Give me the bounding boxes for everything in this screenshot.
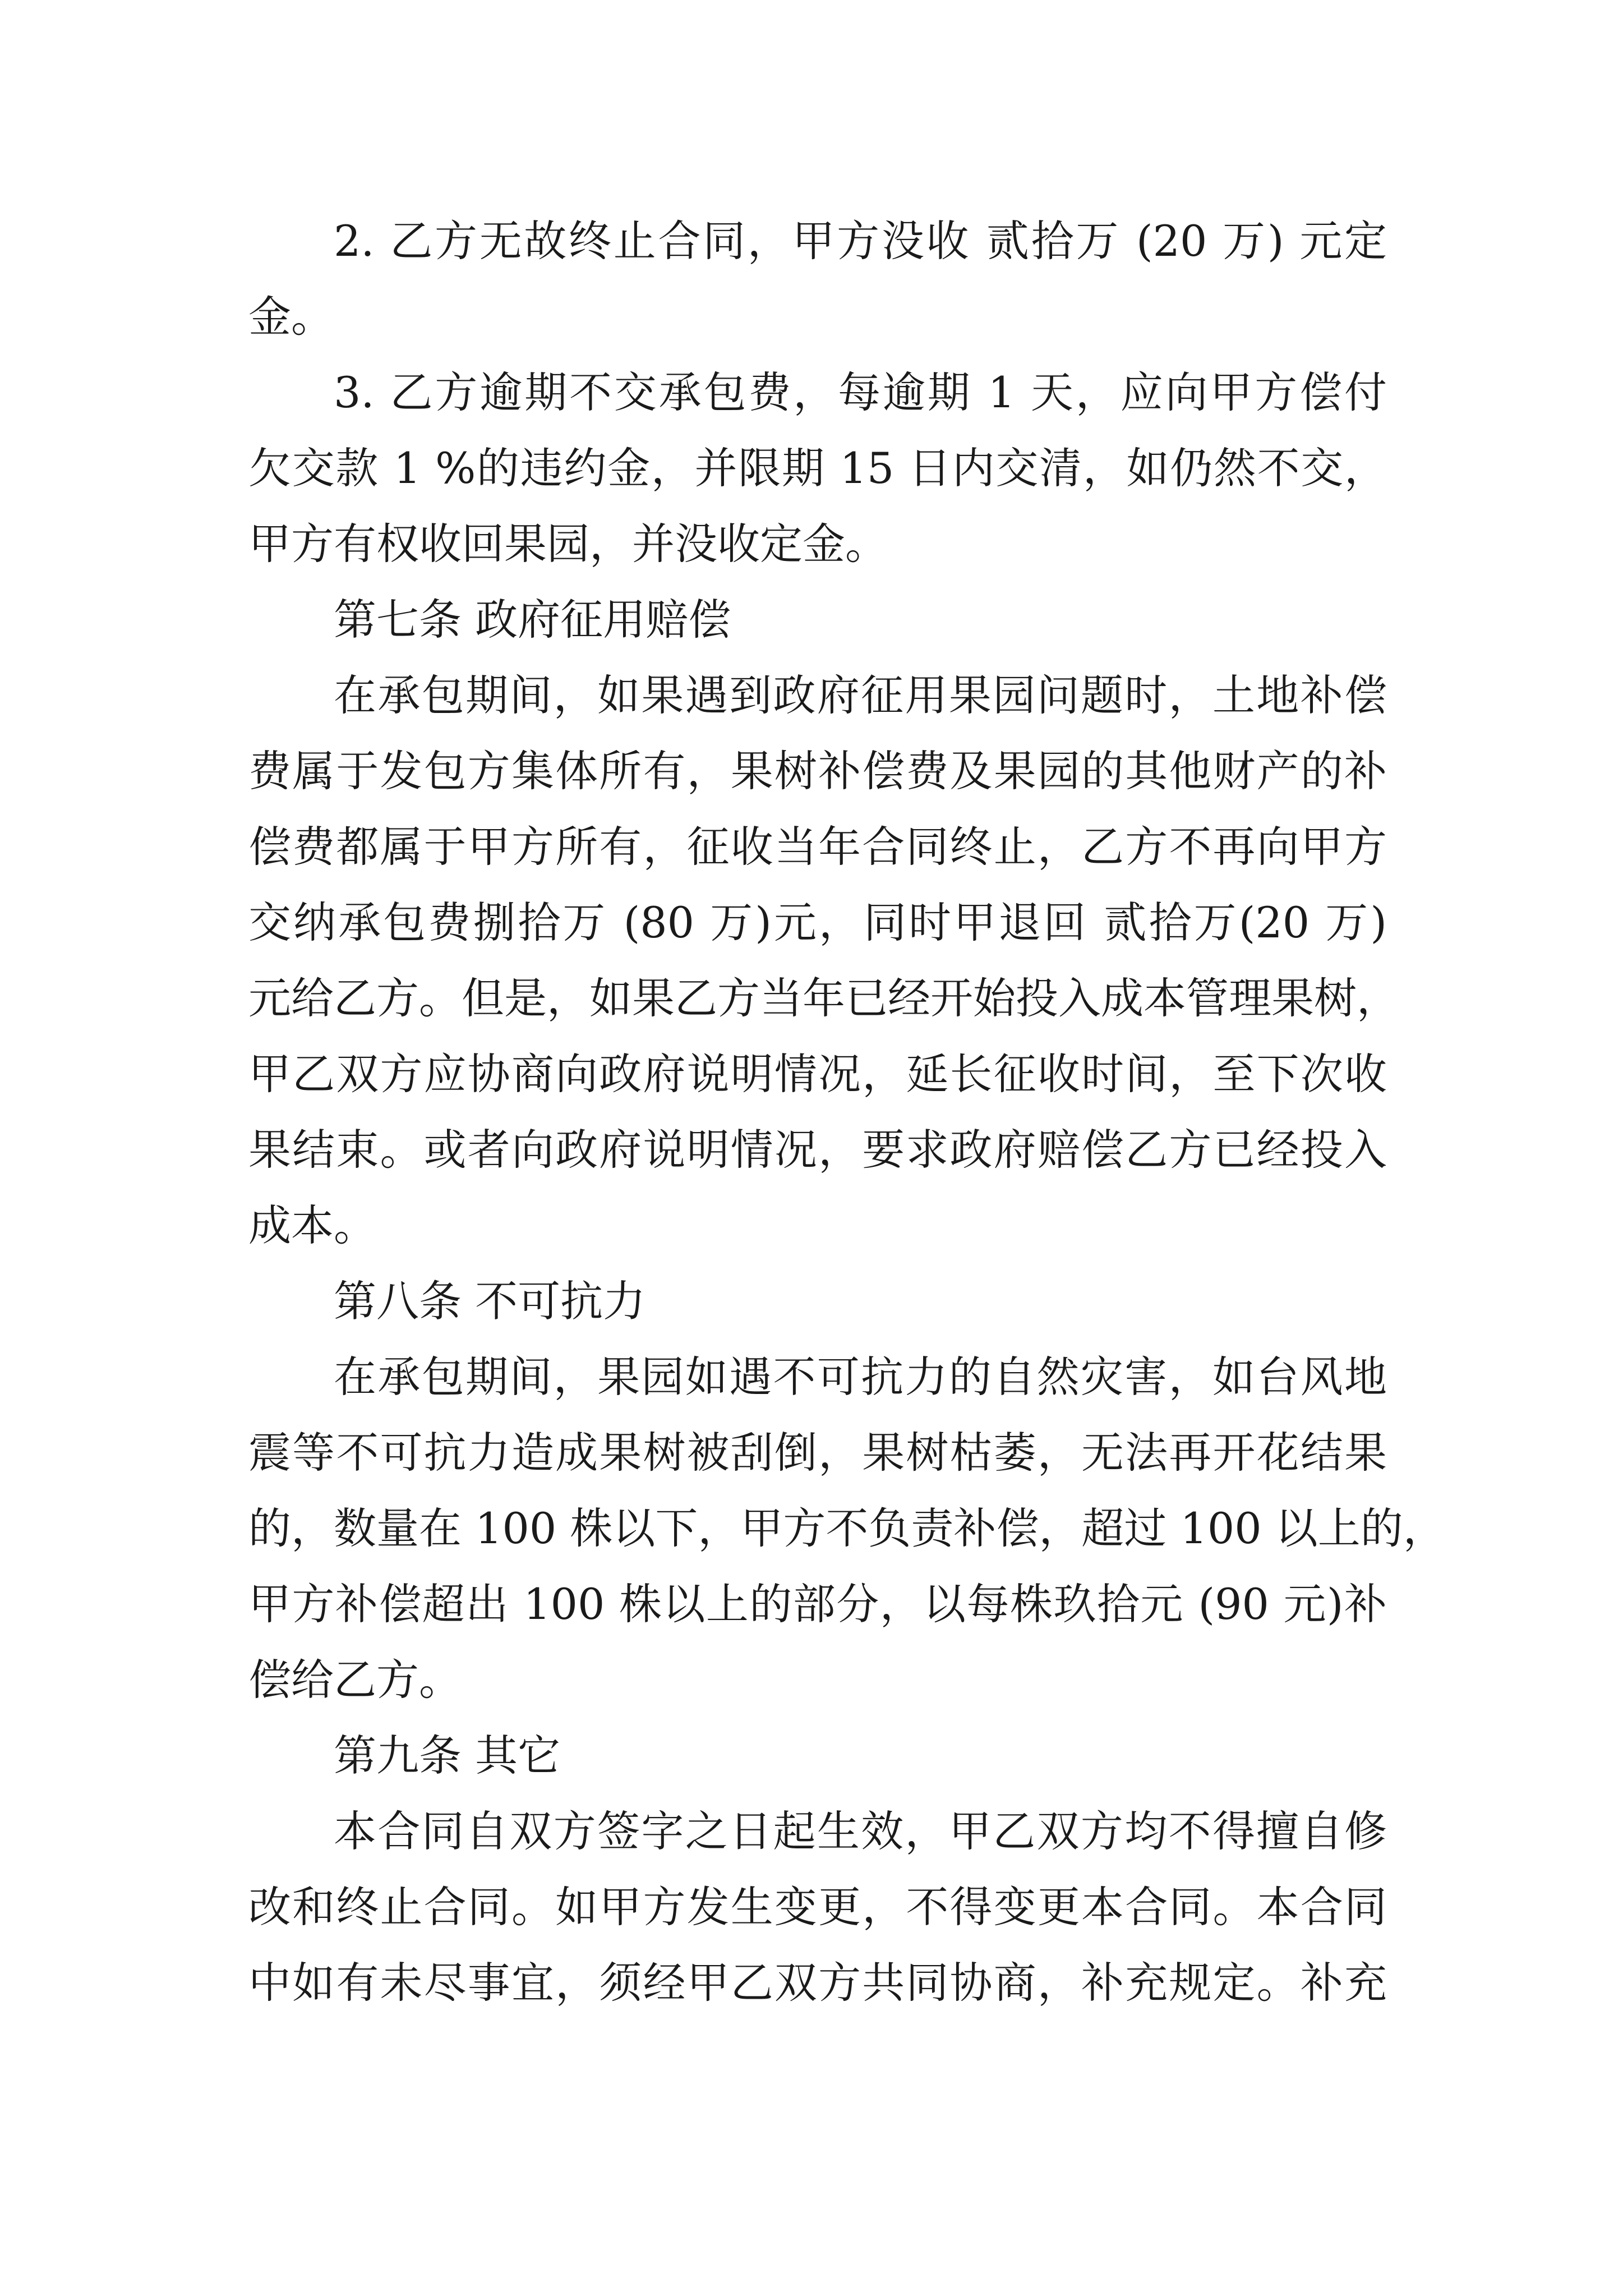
clause-8-line-3: 的，数量在 100 株以下，甲方不负责补偿，超过 100 以上的， bbox=[248, 1503, 1446, 1553]
clause-8-line-5: 偿给乙方。 bbox=[248, 1655, 462, 1705]
clause-7-line-4: 交纳承包费捌拾万 (80 万)元，同时甲退回 贰拾万(20 万) bbox=[248, 898, 1387, 947]
clause-7-line-7: 果结束。或者向政府说明情况，要求政府赔偿乙方已经投入 bbox=[248, 1125, 1387, 1175]
clause-9-line-2: 改和终止合同。如甲方发生变更，不得变更本合同。本合同 bbox=[248, 1882, 1387, 1932]
clause-7-line-5: 元给乙方。但是，如果乙方当年已经开始投入成本管理果树， bbox=[248, 973, 1399, 1023]
clause-6-item-2-line-1: 2. 乙方无故终止合同，甲方没收 贰拾万 (20 万) 元定 bbox=[334, 216, 1387, 266]
clause-8-heading: 第八条 不可抗力 bbox=[334, 1276, 646, 1326]
clause-9-line-3: 中如有未尽事宜，须经甲乙双方共同协商，补充规定。补充 bbox=[248, 1958, 1387, 2008]
clause-7-line-3: 偿费都属于甲方所有，征收当年合同终止，乙方不再向甲方 bbox=[248, 822, 1387, 872]
clause-7-line-8: 成本。 bbox=[248, 1200, 376, 1250]
clause-7-heading: 第七条 政府征用赔偿 bbox=[334, 595, 731, 645]
clause-8-line-4: 甲方补偿超出 100 株以上的部分，以每株玖拾元 (90 元)补 bbox=[248, 1579, 1387, 1629]
clause-7-line-1: 在承包期间，如果遇到政府征用果园问题时，土地补偿 bbox=[334, 670, 1387, 720]
clause-6-item-2-line-2: 金。 bbox=[248, 292, 334, 342]
clause-9-line-1: 本合同自双方签字之日起生效，甲乙双方均不得擅自修 bbox=[334, 1806, 1387, 1856]
clause-9-heading: 第九条 其它 bbox=[334, 1731, 561, 1780]
clause-6-item-3-line-3: 甲方有权收回果园，并没收定金。 bbox=[248, 519, 888, 569]
clause-7-line-6: 甲乙双方应协商向政府说明情况，延长征收时间，至下次收 bbox=[248, 1049, 1387, 1099]
clause-7-line-2: 费属于发包方集体所有，果树补偿费及果园的其他财产的补 bbox=[248, 746, 1387, 796]
clause-6-item-3-line-1: 3. 乙方逾期不交承包费，每逾期 1 天，应向甲方偿付 bbox=[334, 367, 1387, 417]
clause-6-item-3-line-2: 欠交款 1 %的违约金，并限期 15 日内交清，如仍然不交， bbox=[248, 443, 1387, 493]
clause-8-line-2: 震等不可抗力造成果树被刮倒，果树枯萎，无法再开花结果 bbox=[248, 1428, 1387, 1478]
clause-8-line-1: 在承包期间，果园如遇不可抗力的自然灾害，如台风地 bbox=[334, 1352, 1387, 1402]
